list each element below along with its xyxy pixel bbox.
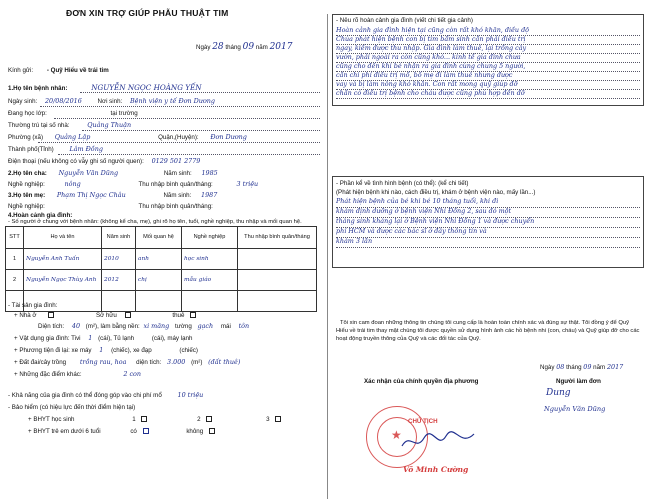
date-month-label: tháng — [225, 44, 241, 51]
father-job: nông — [64, 180, 81, 188]
official-name: Võ Minh Cường — [403, 465, 469, 474]
house-label: + Nhà ở — [14, 312, 37, 319]
seal-title: CHỦ TỊCH — [408, 418, 438, 425]
recipient-label: Kính gửi: — [8, 67, 34, 74]
family-situation-answer — [336, 27, 640, 99]
father-name: Nguyễn Văn Dũng — [58, 169, 119, 177]
assets-label: - Tài sản gia đình: — [8, 302, 58, 309]
col-relation: Mối quan hệ — [136, 227, 182, 249]
own-label: Sở hữu — [95, 312, 117, 319]
answer-line: khám 3 lần — [336, 238, 640, 248]
col-name: Họ và tên — [24, 227, 102, 249]
family-situation-question: - Nêu rõ hoàn cảnh gia đình (viết chi tiết gia cảnh) — [336, 17, 473, 24]
illness-question: - Phần kể về tình hình bệnh (có thể): (kể chi tiết) — [336, 180, 469, 187]
ward-value: Quảng Lập — [54, 133, 91, 141]
tv-count: 1 — [88, 334, 93, 342]
mother-name: Phạm Thị Ngọc Châu — [56, 191, 126, 199]
row-year: 2010 — [102, 249, 136, 270]
father-year-label: Năm sinh: — [163, 170, 192, 177]
dob-label: Ngày sinh: — [8, 98, 38, 105]
own-checkbox[interactable] — [48, 312, 54, 318]
roof-label: mái — [220, 323, 231, 330]
motorbike-count: 1 — [99, 346, 104, 354]
answer-line: Chúa phát hiện bệnh con bị tim bẩm sinh cần phải điều trị — [336, 36, 640, 45]
address-line — [8, 122, 131, 129]
table-row — [6, 270, 317, 291]
table-row — [6, 249, 317, 270]
ins-option-2: 2 — [197, 416, 201, 423]
ins-option-3: 3 — [266, 416, 270, 423]
seal-star-icon: ★ — [391, 428, 402, 442]
ins-option-2-checkbox[interactable] — [206, 416, 212, 422]
answer-line: vườn, phải ngoài ra còn cũng khó... kinh tế gia đình chưa — [336, 54, 640, 63]
wall-label: tường — [174, 323, 192, 330]
rent-checkbox[interactable] — [190, 312, 196, 318]
answer-line: vay và bị làm nông khó khăn. Con rất mong quỹ giúp đỡ — [336, 81, 640, 90]
ward-underline — [38, 142, 320, 143]
ability-label: - Khả năng của gia đình có thể đóng góp vào chi phí mổ — [8, 392, 162, 399]
area-line — [38, 323, 249, 330]
row-relation: anh — [136, 249, 182, 270]
phone-value: 0129 501 2779 — [151, 157, 201, 165]
family-situation-note: - Số người ở chung với bệnh nhân: (không kể cha, mẹ), ghi rõ họ tên, tuổi, nghề nghiệp, thu nhập và mối quan hệ. — [8, 219, 302, 225]
father-label: 2.Họ tên cha: — [8, 170, 47, 177]
column-divider — [327, 14, 328, 499]
land-note: (đất thuê) — [208, 358, 241, 366]
answer-line: khám định dưỡng ở bệnh viện Nhi Đồng 2, sau đó một — [336, 208, 640, 218]
phone-label: Điện thoại (nếu không có vẫy ghi số người quen): — [8, 158, 144, 165]
patient-name-value: NGUYỄN NGỌC HOÀNG YẾN — [91, 83, 202, 92]
tv-unit: (cái), Tủ lạnh — [98, 335, 135, 342]
land-value: trồng rau, hoa — [79, 358, 127, 366]
father-job-line — [8, 181, 258, 188]
ins-child-yes-checkbox[interactable] — [143, 428, 149, 434]
floor-value: xi măng — [143, 322, 170, 330]
sign-month: 09 — [583, 363, 592, 371]
answer-line: Hoàn cảnh gia đình hiện tại cũng còn rất khó khăn, điều độ — [336, 27, 640, 36]
mother-job-label: Nghề nghiệp: — [8, 203, 45, 210]
school-at-label: tại trường — [110, 110, 138, 117]
row-name: Nguyễn Ngọc Thùy Anh — [24, 270, 102, 291]
bike-unit: (chiếc) — [179, 347, 198, 354]
applicant-label: Người làm đơn — [556, 378, 601, 385]
other-value: 2 con — [123, 370, 141, 378]
mother-year-label: Năm sinh: — [163, 192, 192, 199]
applicant-signature: Dung — [546, 388, 571, 398]
row-income — [238, 291, 317, 312]
sign-date-prefix: Ngày — [540, 364, 555, 371]
land-area-unit: (m²) — [191, 359, 203, 366]
father-income-label: Thu nhập bình quân/tháng: — [138, 181, 213, 188]
row-income — [238, 270, 317, 291]
answer-line: phí HCM và được các bác sĩ ở đây thông tin và — [336, 228, 640, 238]
land-label: + Đất đai/cây trồng — [14, 359, 67, 366]
col-income: Thu nhập bình quân/tháng — [238, 227, 317, 249]
insurance-label: - Bảo hiểm (có hiệu lực đến thời điểm hiện tại) — [8, 404, 136, 411]
ability-line — [8, 392, 203, 399]
ins-option-1-checkbox[interactable] — [141, 416, 147, 422]
city-value: Lâm Đồng — [69, 145, 103, 153]
birthplace-label: Nơi sinh: — [97, 98, 123, 105]
fridge-unit: (cái), máy lạnh — [151, 335, 193, 342]
rent-label: thuê — [172, 312, 185, 319]
answer-line: ngay, kiếm được thu nhập. Gia đình làm thuê, lại trồng cây — [336, 45, 640, 54]
area-value: 40 — [71, 322, 81, 330]
illness-hint: (Phát hiện bệnh khi nào, cách điều trị, khám ở bệnh viện nào, mấy lần...) — [336, 189, 536, 196]
father-job-label: Nghề nghiệp: — [8, 181, 45, 188]
land-line — [14, 359, 240, 366]
father-income: 3 triệu — [236, 180, 259, 188]
mother-income-label: Thu nhập bình quân/tháng: — [138, 203, 213, 210]
sign-date — [540, 364, 623, 371]
col-stt: STT — [6, 227, 24, 249]
sign-year: 2017 — [606, 363, 624, 371]
wall-value: gạch — [197, 322, 214, 330]
mother-job-line — [8, 203, 213, 210]
household-table-header — [6, 227, 317, 249]
ins-child-label: + BHYT trẻ em dưới 6 tuổi — [28, 428, 101, 435]
vehicle-label: + Phương tiện đi lại: xe máy — [14, 347, 92, 354]
other-label: + Những đặc điểm khác: — [14, 371, 82, 378]
date-year: 2017 — [269, 42, 293, 52]
other-line — [14, 371, 141, 378]
city-line — [8, 146, 103, 153]
ward-label: Phường (xã) — [8, 134, 44, 141]
answer-line: tháng sinh kháng lại ở Bệnh viện Nhi Đồng 1 và được chuyển — [336, 218, 640, 228]
sign-day: 08 — [556, 363, 565, 371]
house-line — [14, 312, 196, 319]
dob-value: 20/08/2016 — [44, 97, 82, 105]
ins-student-line — [28, 416, 281, 423]
row-relation — [136, 291, 182, 312]
answer-line: chẩn có điều trị bệnh cho cháu được cũng phù hợp đến đỡ — [336, 90, 640, 99]
row-stt: 1 — [6, 249, 24, 270]
phone-line — [8, 158, 200, 165]
district-value: Đơn Dương — [210, 133, 247, 141]
ins-child-line — [28, 428, 215, 435]
date-year-label: năm — [255, 44, 268, 51]
answer-line: cần chi phí điều trị mổ, bố mẹ đi làm thuê nhưng được — [336, 72, 640, 81]
mother-year: 1987 — [201, 191, 218, 199]
form-date — [196, 44, 292, 51]
patient-name-line — [8, 84, 202, 92]
school-line — [8, 110, 138, 117]
ins-option-1: 1 — [132, 416, 136, 423]
date-day: 28 — [212, 42, 224, 52]
ward-line — [8, 134, 247, 141]
patient-name-label: 1.Họ tên bệnh nhân: — [8, 85, 68, 92]
answer-line: Phát hiện bệnh của bé khi bé 10 tháng tuổi, khi đi — [336, 198, 640, 208]
ability-value: 10 triệu — [177, 391, 204, 399]
vehicle-line — [14, 347, 198, 354]
ins-child-yes: có — [130, 428, 137, 435]
col-year: Năm sinh — [102, 227, 136, 249]
family-situation-label: 4.Hoàn cảnh gia đình: — [8, 212, 73, 219]
district-label: Quận,(Huyện): — [158, 134, 199, 141]
city-label: Thành phố(Tỉnh) — [8, 146, 54, 153]
row-job: mẫu giáo — [182, 270, 238, 291]
commitment-text: Tôi xin cam đoan những thông tin chúng tôi cung cấp là hoàn toàn chính xác và đúng sự thật. Tôi đồng ý để Quỹ Hiểu về trái tim thay mặt chúng tôi được quyền sử dụng hình ảnh các hồ bệnh nhi (con, cháu) và Quỹ giúp đỡ cho các hoạt động truyền thông của Quỹ và các đối tác của Quỹ. — [336, 320, 640, 342]
row-relation: chị — [136, 270, 182, 291]
own-checkbox-2[interactable] — [125, 312, 131, 318]
mother-line — [8, 192, 217, 199]
official-signature — [398, 428, 478, 456]
appliances-line — [14, 335, 192, 342]
father-line — [8, 170, 218, 177]
date-month: 09 — [242, 42, 255, 52]
form-title: ĐƠN XIN TRỢ GIÚP PHẪU THUẬT TIM — [66, 8, 229, 18]
ins-child-no-checkbox[interactable] — [209, 428, 215, 434]
ins-child-no: không — [186, 428, 204, 435]
school-label: Đang học lớp: — [8, 110, 47, 117]
city-underline — [58, 154, 320, 155]
dob-underline — [40, 106, 320, 107]
dob-line — [8, 98, 215, 105]
date-prefix: Ngày — [196, 44, 211, 51]
land-area-value: 3.000 — [167, 358, 186, 366]
patient-name-underline — [80, 92, 320, 93]
ins-option-3-checkbox[interactable] — [275, 416, 281, 422]
mother-label: 3.Họ tên mẹ: — [8, 192, 46, 199]
roof-value: tôn — [238, 322, 250, 330]
row-stt: 2 — [6, 270, 24, 291]
address-underline — [82, 130, 320, 131]
recipient-value: - Quỹ Hiểu về trái tim — [46, 67, 109, 74]
col-job: Nghề nghiệp — [182, 227, 238, 249]
birthplace-value: Bệnh viện y tế Đơn Dương — [129, 97, 215, 105]
row-income — [238, 249, 317, 270]
authority-label: Xác nhận của chính quyền địa phương — [364, 378, 479, 385]
address-value: Quảng Thuận — [87, 121, 132, 129]
ins-student-label: + BHYT học sinh — [28, 416, 75, 423]
sign-year-label: năm — [593, 364, 606, 371]
school-underline — [54, 118, 320, 119]
address-label: Thường trú tại số nhà: — [8, 122, 70, 129]
row-name: Nguyễn Anh Tuấn — [24, 249, 102, 270]
appliances-label: + Vật dụng gia đình: Tivi — [14, 335, 81, 342]
bike-label: (chiếc), xe đạp — [111, 347, 152, 354]
applicant-name: Nguyễn Văn Dũng — [544, 405, 606, 413]
row-year: 2012 — [102, 270, 136, 291]
father-year: 1985 — [201, 169, 218, 177]
area-unit: (m²), làm bằng nền: — [85, 323, 140, 330]
sign-month-label: tháng — [566, 364, 582, 371]
row-job: học sinh — [182, 249, 238, 270]
row-job — [182, 291, 238, 312]
row-year — [102, 291, 136, 312]
recipient-line — [8, 67, 109, 74]
illness-answer — [336, 198, 640, 248]
answer-line: cũng cho đến khi bé nhận ra gia đình cùng chung 5 người, — [336, 63, 640, 72]
household-table — [5, 226, 317, 312]
area-label: Diện tích: — [38, 323, 65, 330]
land-area-label: diện tích: — [136, 359, 162, 366]
